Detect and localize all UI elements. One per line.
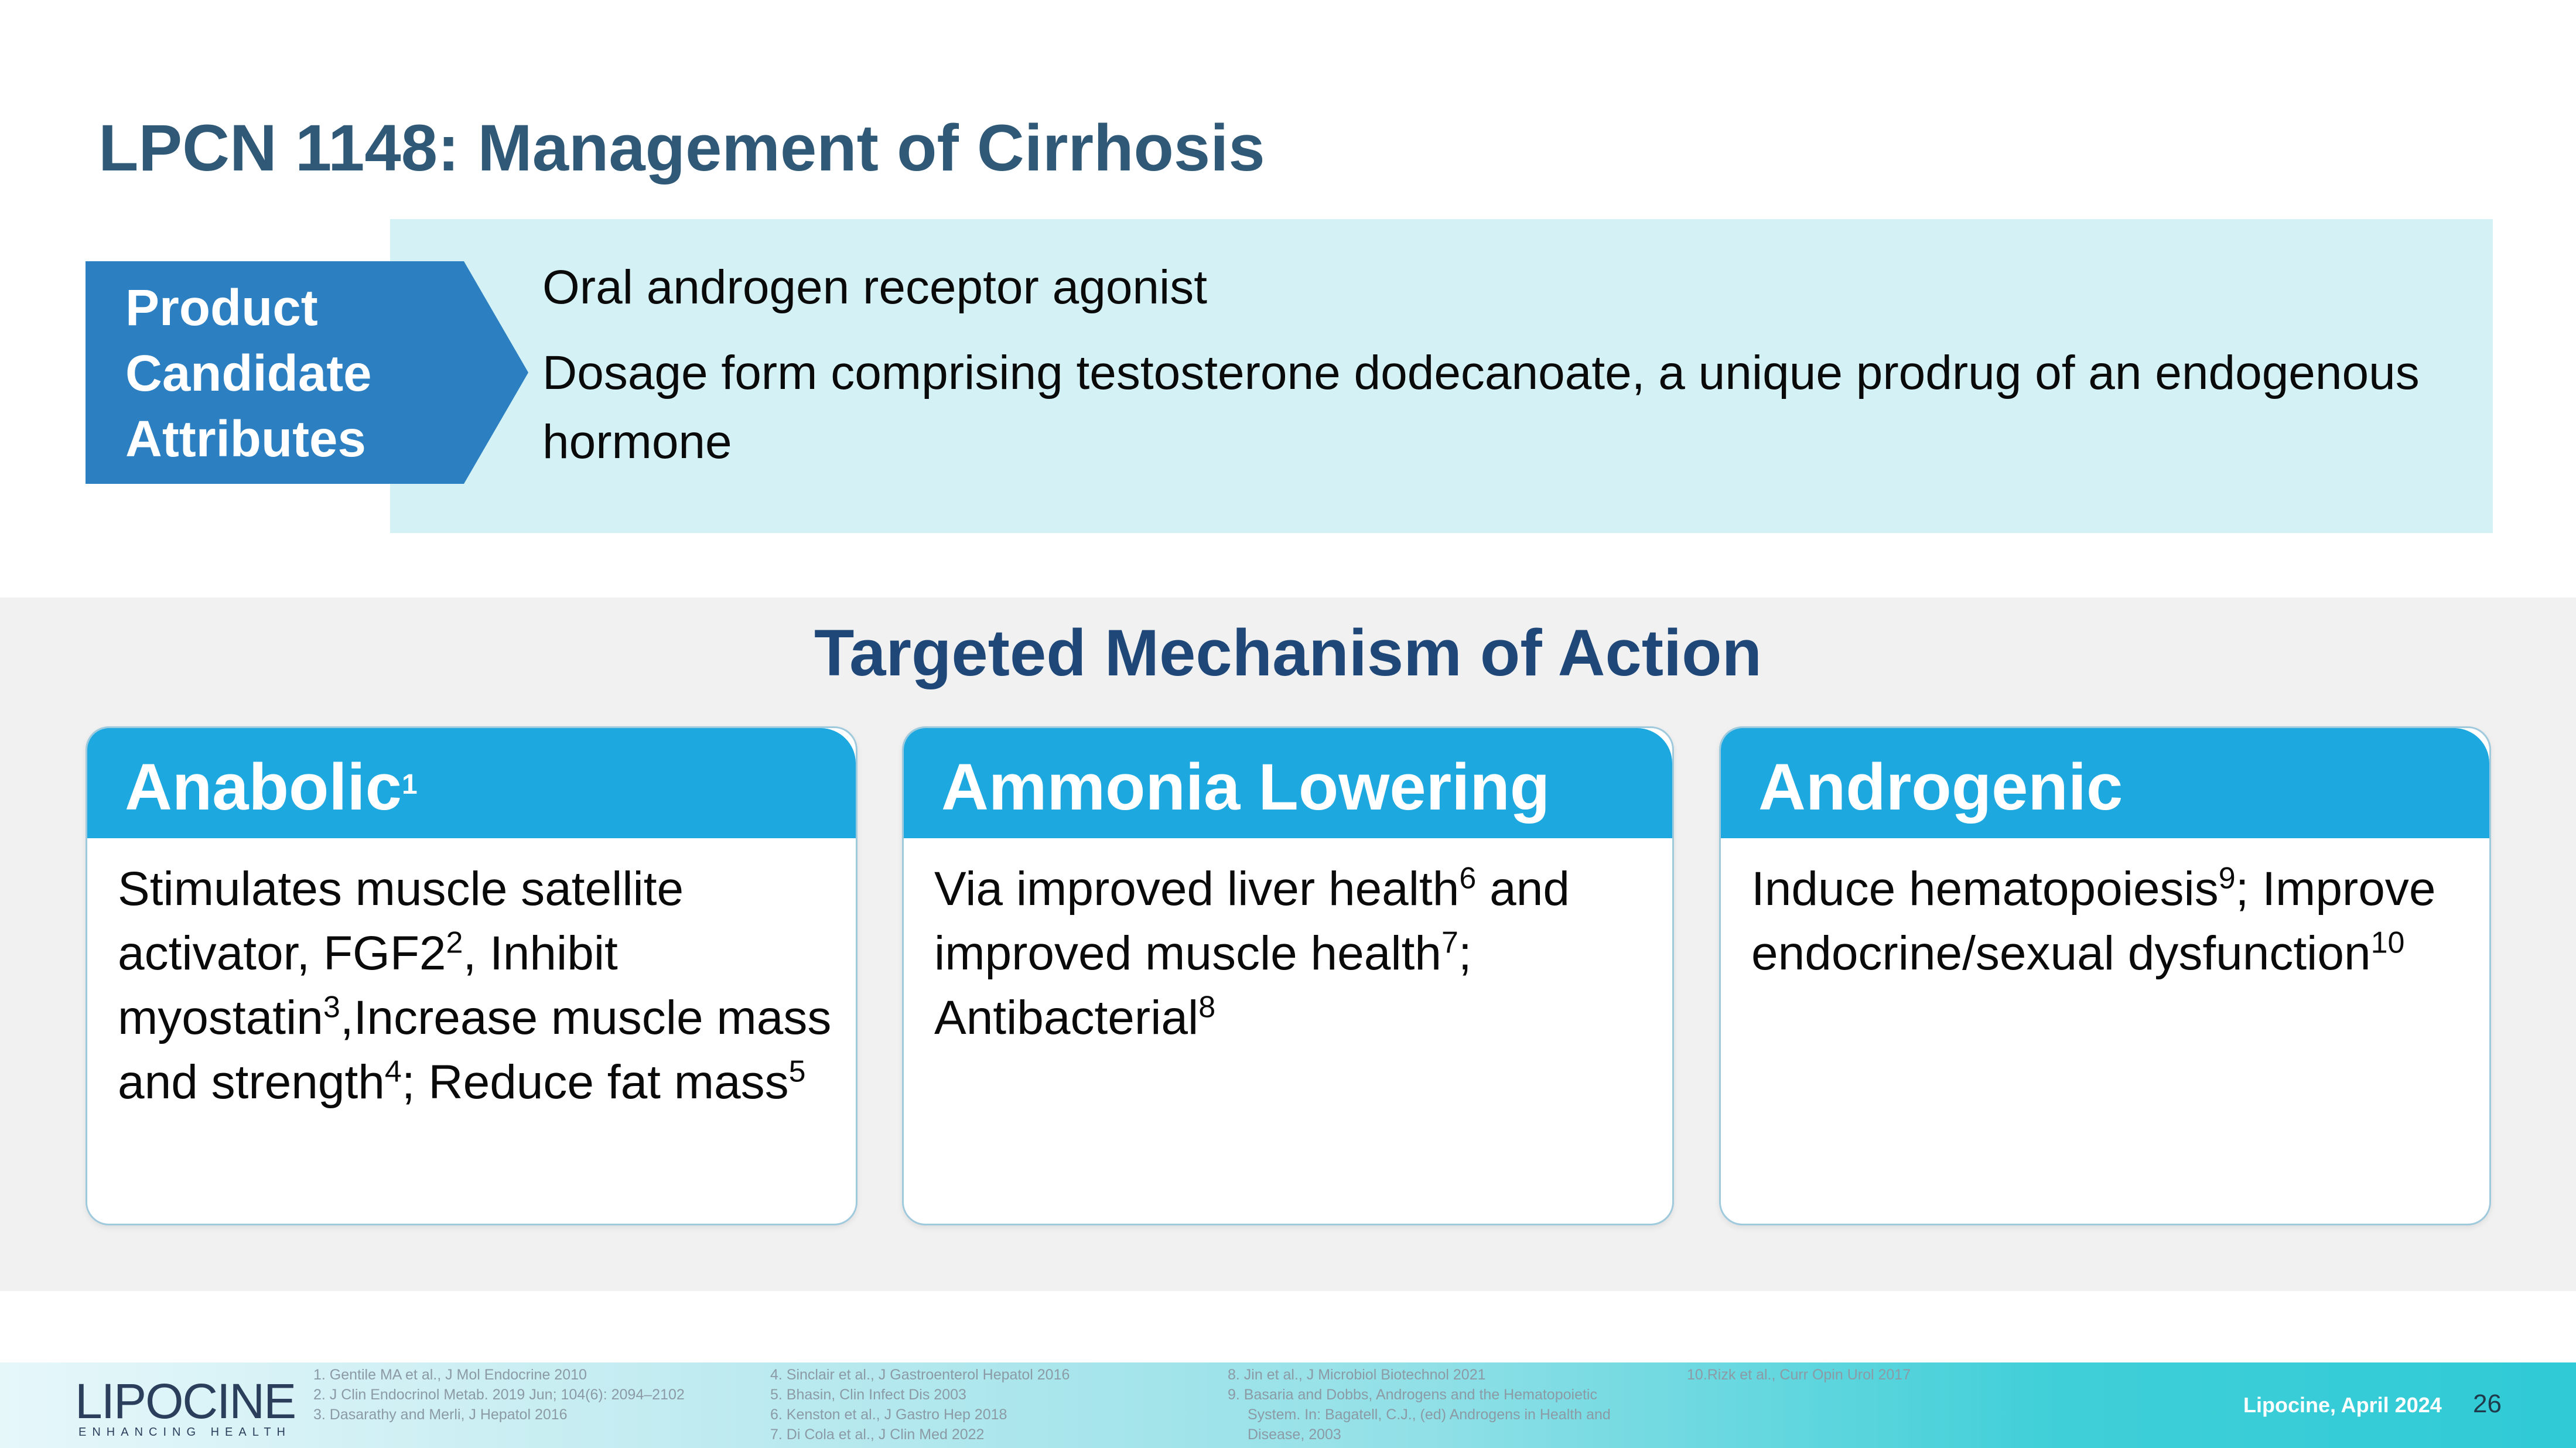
footnote-marker: 2 <box>446 926 463 960</box>
footnote-marker: 10 <box>2370 926 2405 960</box>
card-title <box>1758 750 2123 824</box>
card-body <box>1751 857 2472 986</box>
card-title-footnote: 1 <box>401 769 418 800</box>
logo-tagline: ENHANCING HEALTH <box>78 1426 291 1439</box>
reference-item: 10.Rizk et al., Curr Opin Urol 2017 <box>1687 1367 1911 1383</box>
card-title <box>941 750 1550 824</box>
card-body-text: ; Reduce fat mass <box>401 1056 789 1109</box>
footnote-marker: 5 <box>788 1054 806 1089</box>
attributes-label-line: Candidate <box>125 345 372 402</box>
card-body-text: , Inhibit myostatin <box>118 927 618 1044</box>
logo-wordmark: LIPOCINE <box>75 1374 296 1429</box>
reference-item: 2. J Clin Endocrinol Metab. 2019 Jun; 104(6): 2094–2102 <box>313 1386 685 1403</box>
reference-item: 5. Bhasin, Clin Infect Dis 2003 <box>770 1386 966 1403</box>
card-body-text: Via improved liver health <box>934 862 1460 916</box>
references-column <box>313 1365 685 1425</box>
references-column <box>1687 1365 1911 1385</box>
card-body-text: Stimulates muscle satellite activator, FGF2 <box>118 862 684 980</box>
attributes-label <box>125 275 453 472</box>
card-body-text: ; Antibacterial <box>934 927 1472 1044</box>
references-column <box>770 1365 1070 1444</box>
references-column <box>1228 1365 1611 1444</box>
card-title-text: Ammonia Lowering <box>941 750 1550 824</box>
card-body-text: and improved muscle health <box>934 862 1570 980</box>
mechanism-card-androgenic <box>1719 726 2491 1225</box>
reference-item: 7. Di Cola et al., J Clin Med 2022 <box>770 1426 985 1443</box>
card-title-text: Androgenic <box>1758 750 2123 824</box>
reference-item: 1. Gentile MA et al., J Mol Endocrine 2010 <box>313 1367 587 1383</box>
attributes-label-line: Product <box>125 279 318 336</box>
company-logo <box>75 1374 296 1441</box>
reference-item: Disease, 2003 <box>1248 1426 1341 1443</box>
reference-item: 4. Sinclair et al., J Gastroenterol Hepatol 2016 <box>770 1367 1070 1383</box>
attribute-item: Oral androgen receptor agonist <box>542 261 1208 314</box>
attribute-item: Dosage form comprising testosterone dodecanoate, a unique prodrug of an endogenous hormone <box>542 346 2420 469</box>
footnote-marker: 7 <box>1441 926 1458 960</box>
card-body-text: Induce hematopoiesis <box>1751 862 2219 916</box>
card-body <box>934 857 1655 1050</box>
reference-item: 8. Jin et al., J Microbiol Biotechnol 2021 <box>1228 1367 1486 1383</box>
card-body-text: ,Increase muscle mass and strength <box>118 991 832 1109</box>
footnote-marker: 4 <box>384 1054 402 1089</box>
mechanism-card-anabolic <box>86 726 857 1225</box>
footnote-marker: 3 <box>323 990 340 1024</box>
card-body-text: ; Improve endocrine/sexual dysfunction <box>1751 862 2436 980</box>
footnote-marker: 9 <box>2218 861 2236 896</box>
card-title <box>125 750 418 824</box>
footnote-marker: 6 <box>1459 861 1477 896</box>
page-title: LPCN 1148: Management of Cirrhosis <box>98 111 1265 185</box>
mechanism-card-ammonia-lowering <box>902 726 1674 1225</box>
footer-company-date: Lipocine, April 2024 <box>2243 1393 2442 1417</box>
attributes-label-line: Attributes <box>125 411 366 467</box>
page-number: 26 <box>2473 1389 2502 1418</box>
mechanism-heading: Targeted Mechanism of Action <box>814 616 1762 689</box>
reference-item: System. In: Bagatell, C.J., (ed) Androgens in Health and <box>1248 1406 1611 1423</box>
card-body <box>118 857 838 1115</box>
footnote-marker: 8 <box>1198 990 1216 1024</box>
card-title-text: Anabolic <box>125 750 402 824</box>
reference-item: 9. Basaria and Dobbs, Androgens and the Hematopoietic <box>1228 1386 1597 1403</box>
reference-item: 3. Dasarathy and Merli, J Hepatol 2016 <box>313 1406 568 1423</box>
reference-item: 6. Kenston et al., J Gastro Hep 2018 <box>770 1406 1007 1423</box>
